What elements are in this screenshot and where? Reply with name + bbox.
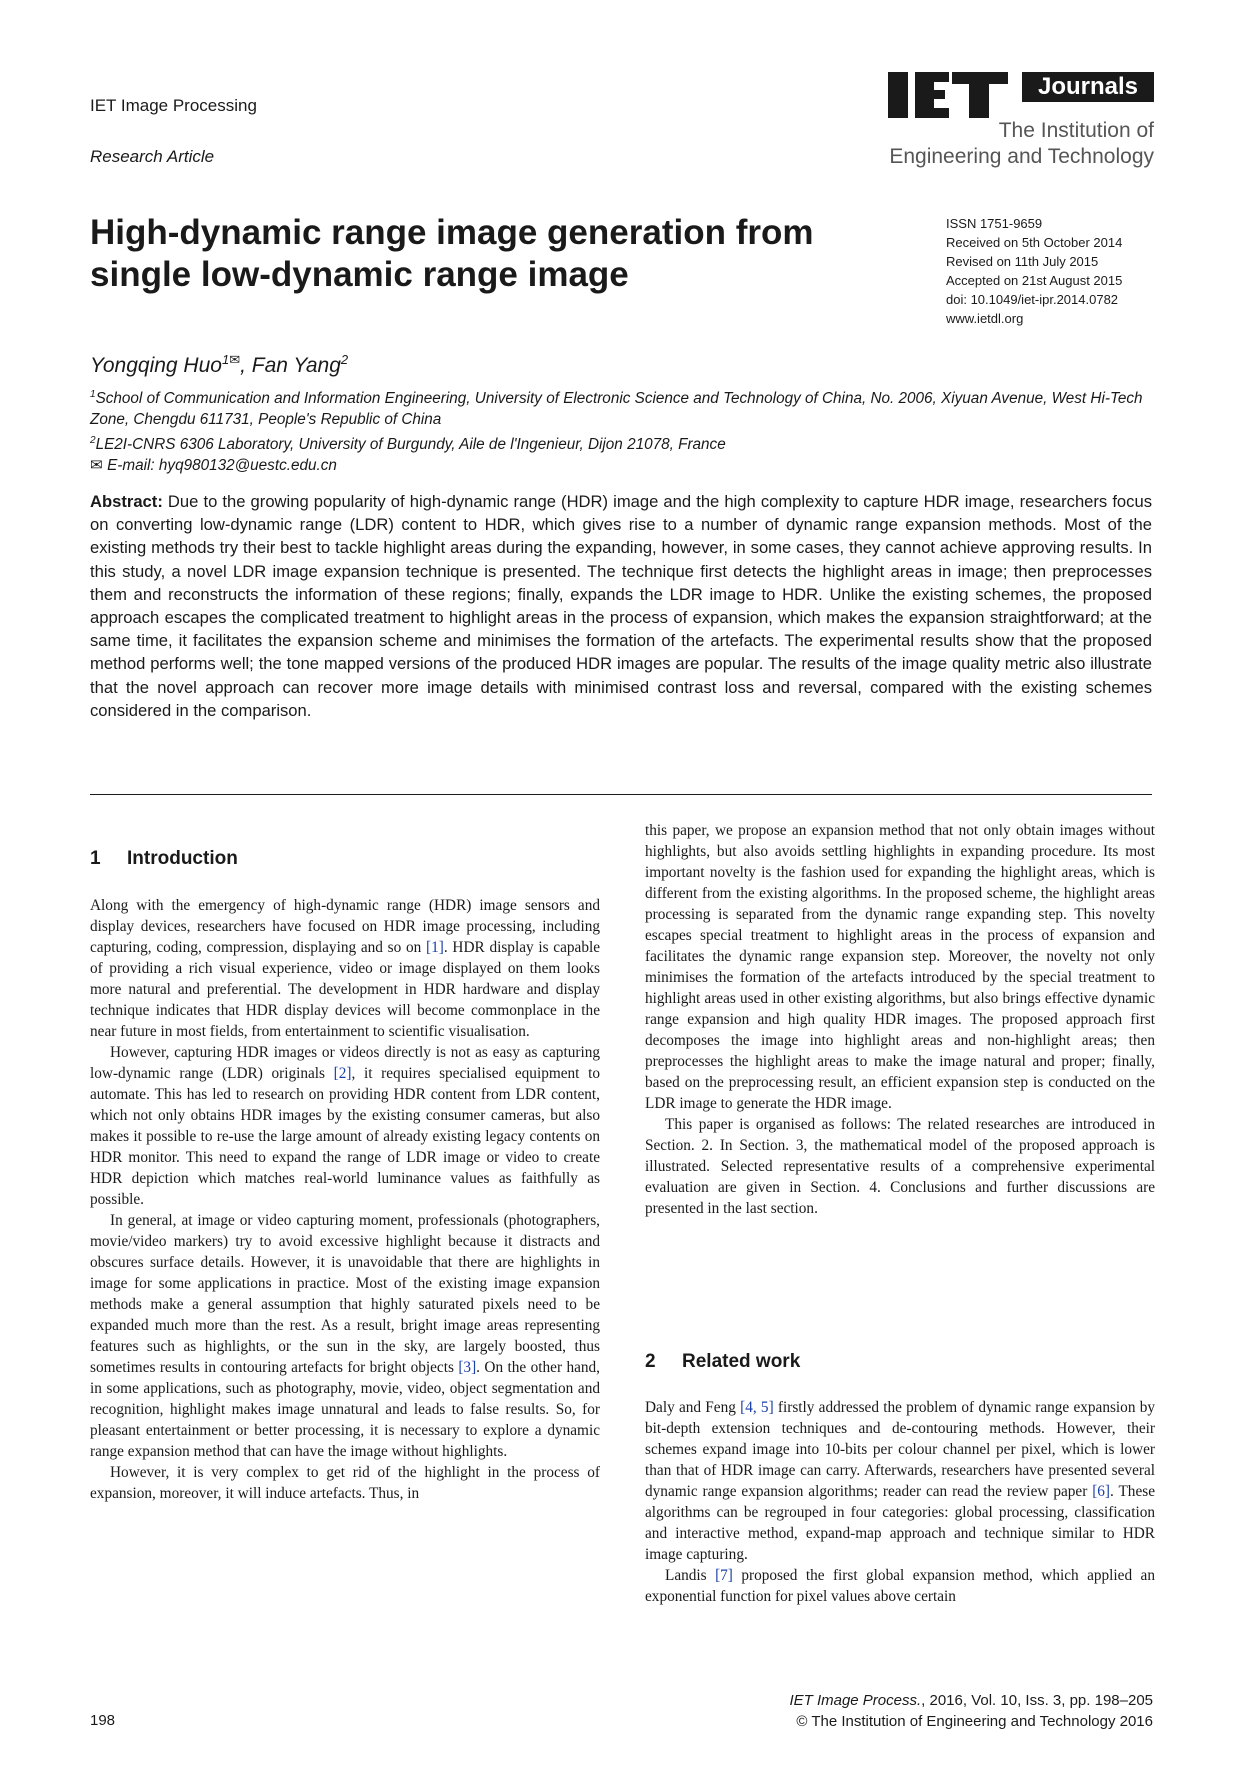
paragraph-text: , it requires specialised equipment to automate. This has led to research on providing HDR content from LDR content, which not only obtains HDR images by the existing consumer cameras, but also makes it possible to re-use the large amount of already existing legacy contents on HDR monitor. This need to expand the range of LDR image or video to create HDR depiction which matches real-world luminance values as faithfully as possible.	[90, 1065, 600, 1208]
author-name: Yongqing Huo	[90, 354, 222, 377]
left-column	[90, 895, 600, 1504]
author-affiliation-mark: 1	[221, 352, 230, 367]
footer-citation	[789, 1690, 1153, 1732]
section-number: 1	[90, 848, 101, 869]
issn: ISSN 1751-9659	[946, 216, 1043, 231]
journal-abbreviation: IET Image Process.	[789, 1692, 922, 1709]
paragraph-text: . These algorithms can be regrouped in four categories: global processing, classification and interactive method, expand-map approach and technique similar to HDR image capturing.	[645, 1483, 1155, 1563]
section-heading-introduction	[90, 848, 238, 870]
logo-institution-line1: The Institution of	[998, 119, 1154, 142]
affiliation-text: LE2I-CNRS 6306 Laboratory, University of Burgundy, Aile de l'Ingenieur, Dijon 21078, France	[95, 436, 726, 454]
section-title: Introduction	[127, 848, 238, 869]
paper-title: High-dynamic range image generation from single low-dynamic range image	[90, 213, 814, 294]
section-number: 2	[645, 1351, 656, 1372]
citation-link[interactable]: [3]	[458, 1359, 477, 1376]
author-list	[90, 352, 348, 378]
citation-link[interactable]: [1]	[426, 939, 444, 956]
article-type: Research Article	[90, 147, 215, 166]
right-column-section2	[645, 1397, 1155, 1607]
accepted-date: Accepted on 21st August 2015	[946, 273, 1123, 288]
paragraph	[645, 1565, 1155, 1607]
envelope-icon: ✉	[90, 457, 108, 475]
paragraph	[90, 1210, 600, 1462]
section-heading-related-work	[645, 1351, 800, 1373]
logo-journals-badge: Journals	[1022, 72, 1154, 102]
affiliation-mark: 2	[90, 435, 96, 447]
affiliation-2	[90, 430, 1150, 455]
email-link[interactable]: E-mail: hyq980132@uestc.edu.cn	[107, 457, 337, 475]
paragraph-text: proposed the first global expansion method, which applied an exponential function for pixel values above certain	[645, 1567, 1155, 1605]
logo-letter-t-stem	[969, 72, 989, 118]
affiliations	[90, 384, 1150, 476]
header-divider	[90, 794, 1152, 795]
logo-institution-name	[888, 118, 1154, 170]
doi-link[interactable]: doi: 10.1049/iet-ipr.2014.0782	[946, 292, 1119, 307]
paragraph: However, it is very complex to get rid of the highlight in the process of expansion, moreover, it will induce artefacts. Thus, in	[90, 1464, 600, 1502]
abstract-label: Abstract:	[90, 492, 163, 511]
paragraph-text: Along with the emergency of high-dynamic range (HDR) image sensors and display devices, researchers have focused on HDR image processing, including capturing, coding, compression, displaying and so on	[90, 897, 600, 956]
affiliation-text: School of Communication and Information Engineering, University of Electronic Science and Technology of China, No. 2006, Xiyuan Avenue, West Hi-Tech Zone, Chengdu 611731, People's Republic of China	[90, 390, 1143, 429]
volume-info: , 2016, Vol. 10, Iss. 3, pp. 198–205	[921, 1692, 1153, 1709]
paragraph-text: In general, at image or video capturing moment, professionals (photographers, movie/video markers) try to avoid excessive highlight because it distracts and obscures surface details. However, it is unavoidable that there are highlights in image for some applications in practice. Most of the existing image expansion methods make a general assumption that highly saturated pixels need to be expanded much more than the rest. As a result, bright image areas representing features such as highlights, or the sun in the sky, are largely boosted, thus sometimes results in contouring artefacts for bright objects	[90, 1212, 600, 1376]
article-metadata	[946, 214, 1122, 328]
affiliation-1	[90, 384, 1150, 430]
logo-letter-e-middle	[915, 90, 945, 99]
author-separator: ,	[240, 354, 252, 377]
paragraph	[90, 1042, 600, 1210]
paragraph: this paper, we propose an expansion method that not only obtain images without highlights, but also avoids settling highlights in expanding procedure. Its most important novelty is the fashion used for expanding the highlight areas, which is different from the existing algorithms. In the proposed scheme, the highlight areas processing is separated from the dynamic range expanding step. This novelty escapes special treatment to highlight areas in the process of expansion and facilitates the dynamic range expansion step. Moreover, the novelty not only minimises the formation of the artefacts introduced by the special treatment to highlight areas used in other existing algorithms, but also brings effective dynamic range expansion and high quality HDR images. The proposed approach first decomposes the image into highlight areas and non-highlight areas; then preprocesses the highlight areas to make the image natural and proper; finally, based on the preprocessing result, an efficient expansion step is conducted on the LDR image to generate the HDR image.	[645, 822, 1155, 1112]
affiliation-mark: 1	[90, 389, 96, 400]
envelope-icon: ✉	[229, 352, 241, 367]
paragraph-text: Landis	[665, 1567, 716, 1584]
email-line	[90, 455, 1150, 476]
journal-name: IET Image Processing	[90, 96, 257, 115]
citation-link[interactable]: [6]	[1092, 1483, 1111, 1500]
paragraph-text: firstly addressed the problem of dynamic range expansion by bit-depth extension techniques and de-contouring methods. However, their schemes expand image into 10-bits per colour channel per pixel, which is lower than that of HDR image can carry. Afterwards, researchers have presented several dynamic range expansion algorithms; reader can read the review paper	[645, 1399, 1155, 1500]
logo-letter-e-top	[915, 72, 949, 82]
section-title: Related work	[682, 1351, 801, 1372]
page-number: 198	[90, 1712, 116, 1729]
logo-letter-e-bottom	[915, 108, 949, 118]
paragraph-text: . HDR display is capable of providing a rich visual experience, video or image displayed on them looks more natural and preferential. The development in HDR hardware and display technique indicates that HDR display devices will become commonplace in the near future in most fields, from entertainment to scientific visualisation.	[90, 939, 601, 1040]
copyright-notice: © The Institution of Engineering and Technology 2016	[796, 1713, 1153, 1730]
paragraph-text: However, capturing HDR images or videos directly is not as easy as capturing low-dynamic range (LDR) originals	[90, 1044, 600, 1082]
citation-link[interactable]: [7]	[715, 1567, 733, 1584]
logo-letter-i	[888, 72, 908, 118]
paragraph-text: . On the other hand, in some applications, such as photography, movie, video, object segmentation and recognition, highlight makes image unnatural and leads to false results. So, for pleasant entertainment or better processing, it is necessary to explore a dynamic range expansion method that can have the image without highlights.	[90, 1359, 601, 1460]
abstract	[90, 490, 1152, 722]
abstract-text: Due to the growing popularity of high-dynamic range (HDR) image and the high complexity to capture HDR image, researchers focus on converting low-dynamic range (LDR) content to HDR, which gives rise to a number of dynamic range expansion methods. Most of the existing methods try their best to tackle highlight areas during the expanding, however, in some cases, they cannot achieve approving results. In this study, a novel LDR image expansion technique is presented. The technique first detects the highlight areas in image; then preprocesses them and reconstructs the information of these regions; finally, expands the LDR image to HDR. Unlike the existing schemes, the proposed approach escapes the complicated treatment to highlight areas in the process of expansion, which makes the expansion straightforward; at the same time, it facilitates the expansion scheme and minimises the formation of the artefacts. The experimental results show that the proposed method performs well; the tone mapped versions of the produced HDR images are popular. The results of the image quality metric also illustrate that the novel approach can recover more image details with minimised contrast loss and reversal, compared with the existing schemes considered in the comparison.	[90, 492, 1152, 720]
revised-date: Revised on 11th July 2015	[946, 254, 1099, 269]
paragraph: This paper is organised as follows: The related researches are introduced in Section. 2. In Section. 3, the mathematical model of the proposed approach is illustrated. Selected representative results of a comprehensive experimental evaluation are given in Section. 4. Conclusions and further discussions are presented in the last section.	[645, 1116, 1155, 1217]
paragraph	[90, 895, 600, 1042]
author-name: Fan Yang	[251, 354, 341, 377]
citation-link[interactable]: [4, 5]	[740, 1399, 774, 1416]
received-date: Received on 5th October 2014	[946, 235, 1123, 250]
paragraph	[645, 1397, 1155, 1565]
right-column	[645, 820, 1155, 1219]
journal-citation	[789, 1690, 1153, 1711]
paragraph-text: Daly and Feng	[645, 1399, 741, 1416]
iet-logo	[888, 72, 1156, 172]
citation-link[interactable]: [2]	[333, 1065, 352, 1082]
logo-institution-line2: Engineering and Technology	[889, 145, 1154, 168]
website-link[interactable]: www.ietdl.org	[946, 311, 1024, 326]
author-affiliation-mark: 2	[340, 352, 349, 367]
